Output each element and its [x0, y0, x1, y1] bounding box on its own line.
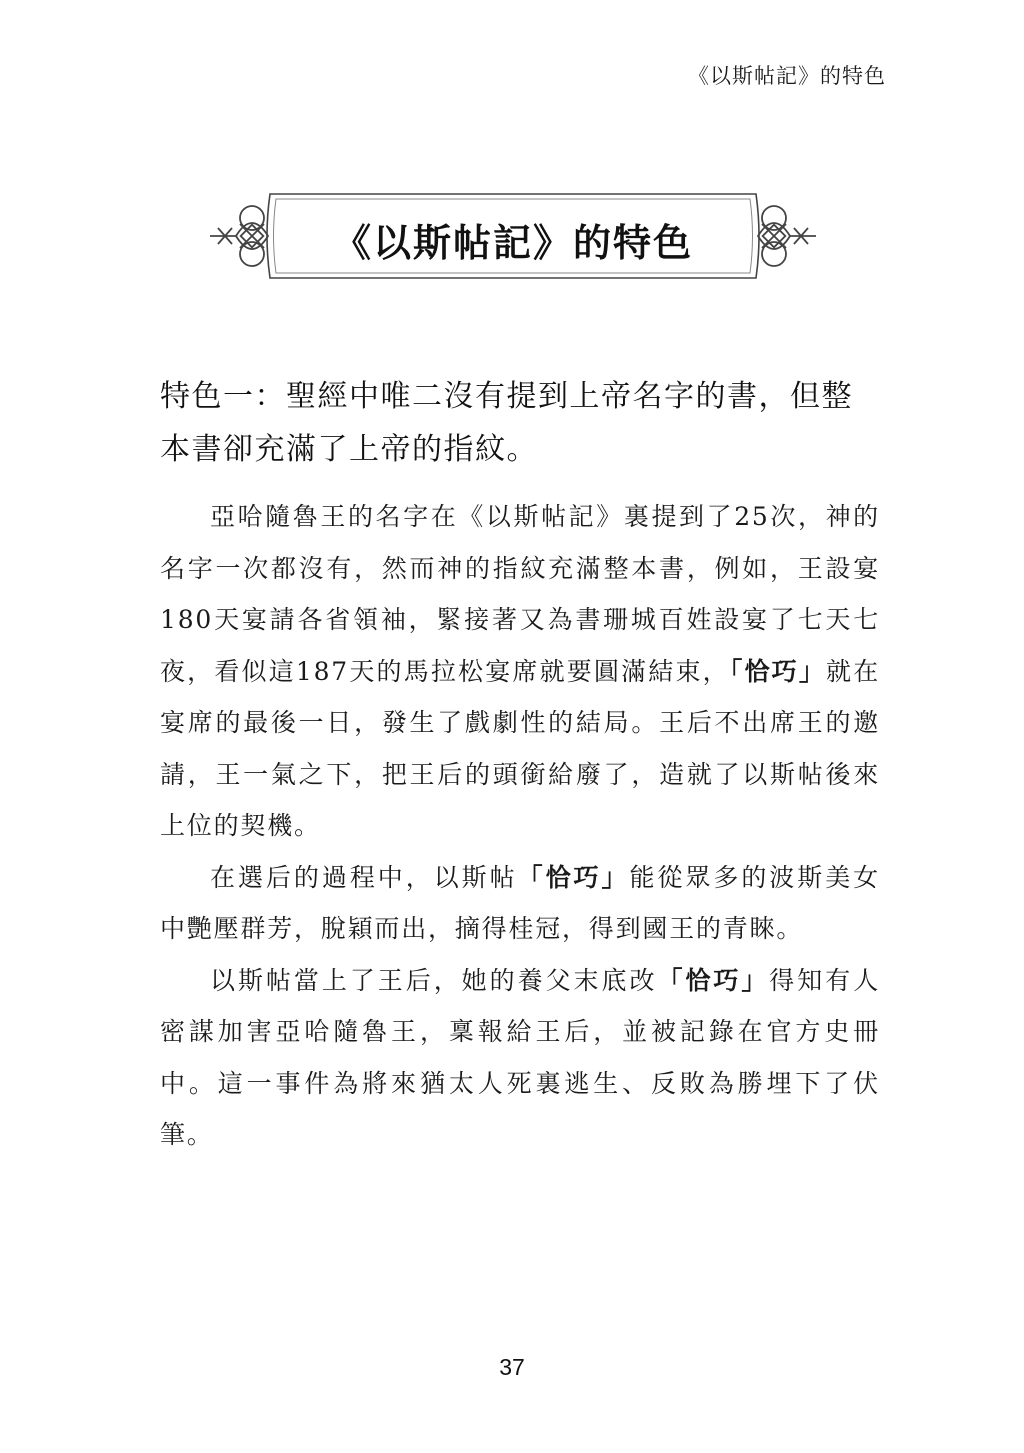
- chapter-title: 《以斯帖記》的特色: [332, 220, 693, 265]
- paragraph-2-text-rest: 能從眾多的波斯美女中艷壓群芳，脫穎而出，摘得桂冠，得到國王的青睞。: [160, 862, 880, 943]
- paragraph-2: [160, 852, 880, 955]
- running-header: 《以斯帖記》的特色: [688, 64, 886, 88]
- paragraph-3: [160, 955, 880, 1161]
- section-heading: 特色一：聖經中唯二沒有提到上帝名字的書，但整本書卻充滿了上帝的指紋。: [160, 379, 853, 467]
- title-banner: [206, 186, 820, 286]
- paragraph-1-text-rest: 就在宴席的最後一日，發生了戲劇性的結局。王后不出席王的邀請，王一氣之下，把王后的頭銜給廢了，造就了以斯帖後來上位的契機。: [160, 656, 880, 840]
- paragraph-2-text: 在選后的過程中，以斯帖: [210, 862, 518, 892]
- paragraph-3-text: 以斯帖當上了王后，她的養父末底改: [210, 965, 658, 995]
- paragraph-3-text-rest: 得知有人密謀加害亞哈隨魯王，稟報給王后，並被記錄在官方史冊中。這一事件為將來猶太人死裏逃生、反敗為勝埋下了伏筆。: [160, 965, 880, 1149]
- body-text: [160, 491, 880, 1161]
- emphasis-coincidence: 「恰巧」: [657, 965, 770, 995]
- paragraph-1-text: 亞哈隨魯王的名字在《以斯帖記》裏提到了25次，神的名字一次都沒有，然而神的指紋充滿整本書，例如，王設宴180天宴請各省領袖，緊接著又為書珊城百姓設宴了七天七夜，看似這187天的馬拉松宴席就要圓滿結束，: [160, 502, 880, 686]
- paragraph-1: [160, 491, 880, 852]
- page-number: 37: [499, 1354, 525, 1380]
- emphasis-coincidence: 「恰巧」: [729, 656, 827, 686]
- emphasis-coincidence: 「恰巧」: [517, 862, 630, 892]
